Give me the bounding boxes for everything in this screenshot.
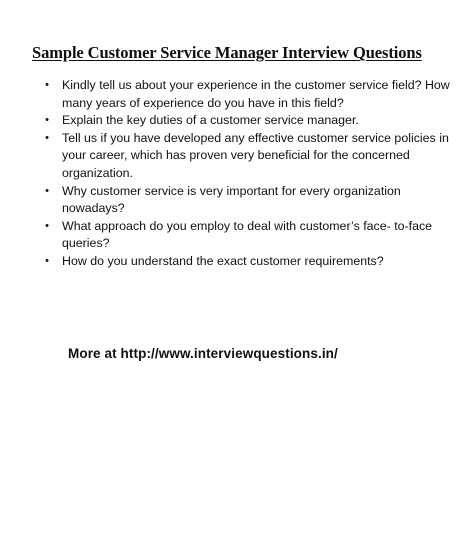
list-item xyxy=(42,77,452,112)
question-list xyxy=(42,77,452,271)
bullet-icon: • xyxy=(45,79,49,91)
question-text: Kindly tell us about your experience in the customer service field? How many years of experience do you have in this field? xyxy=(62,78,450,110)
question-text: Tell us if you have developed any effective customer service policies in your career, which has proven very beneficial for the concerned organization. xyxy=(62,130,449,180)
bullet-icon: • xyxy=(45,254,49,267)
question-text: Why customer service is very important for every organization nowadays? xyxy=(62,183,401,216)
bullet-icon: • xyxy=(45,184,49,197)
list-item xyxy=(42,112,452,130)
list-item xyxy=(42,183,452,218)
more-at-link-text: More at http://www.interviewquestions.in/ xyxy=(68,346,338,361)
bullet-icon: • xyxy=(45,219,49,232)
list-item xyxy=(42,130,452,183)
document-title: Sample Customer Service Manager Interview Questions xyxy=(32,43,422,62)
list-item xyxy=(42,253,452,271)
list-item xyxy=(42,218,452,253)
question-text: Explain the key duties of a customer service manager. xyxy=(62,113,359,128)
question-text: How do you understand the exact customer requirements? xyxy=(62,253,384,268)
bullet-icon: • xyxy=(45,131,49,144)
question-text: What approach do you employ to deal with customer’s face- to-face queries? xyxy=(62,218,433,251)
bullet-icon: • xyxy=(45,114,49,127)
